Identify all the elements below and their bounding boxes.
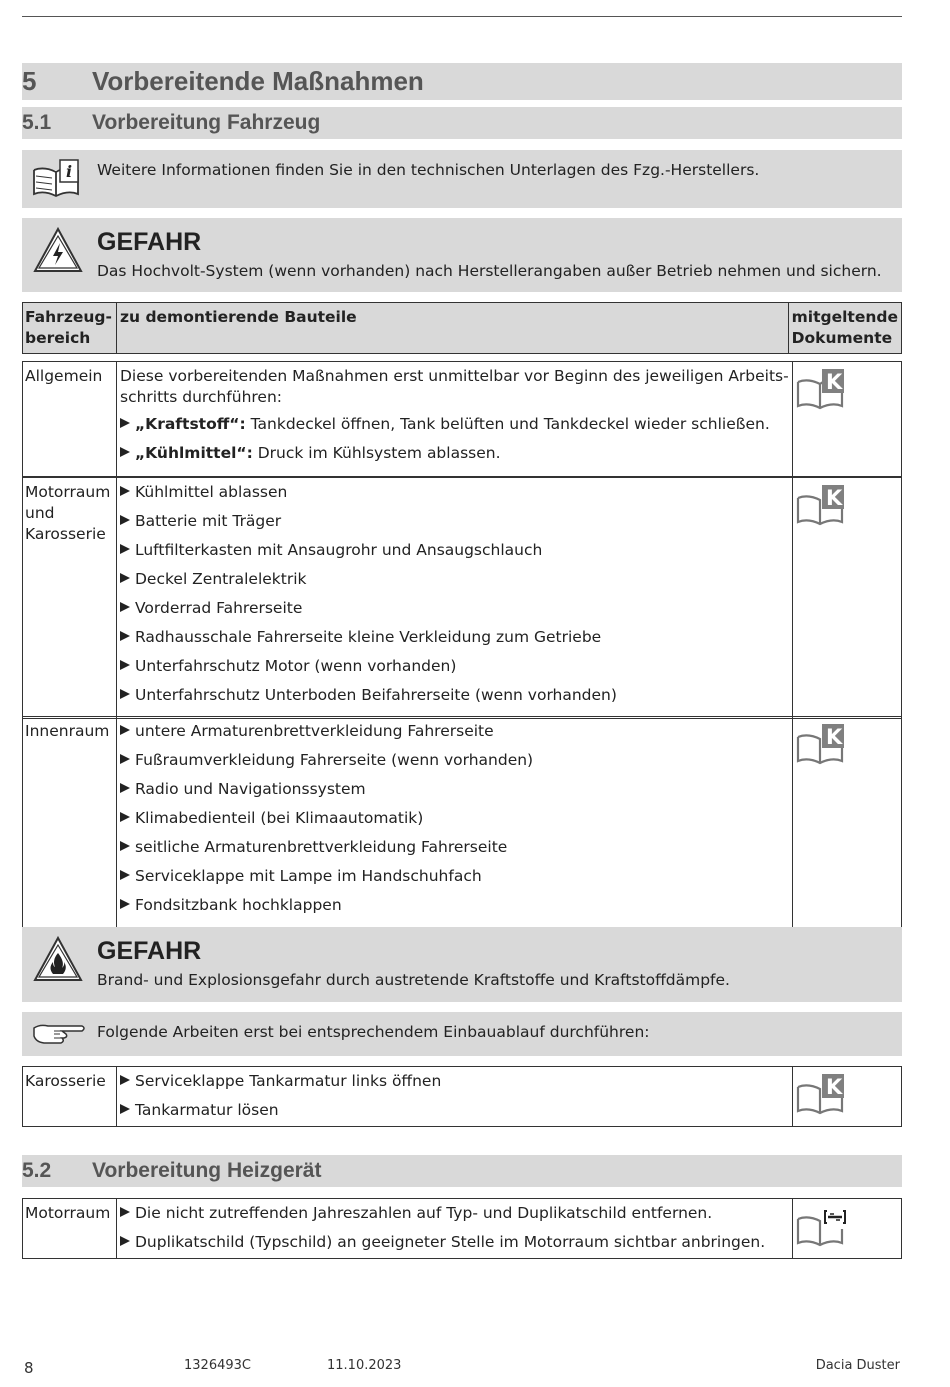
list-item: „Kühlmittel“: Druck im Kühlsystem ablassen.: [120, 443, 789, 472]
danger-box-fire: [22, 927, 902, 1002]
table-allgemein: [22, 361, 902, 477]
intro-text: Diese vorbereitenden Maßnahmen erst unmittelbar vor Beginn des jeweiligen Arbeits-schritts durchführen:: [120, 367, 789, 406]
bullet-triangle-icon: [120, 899, 130, 909]
bullet-triangle-icon: [120, 418, 130, 428]
parts-list: [117, 1067, 793, 1127]
subsection-heading-5-1: 5.1 Vorbereitung Fahrzeug: [22, 107, 902, 139]
svg-text:K: K: [826, 486, 843, 510]
list-item: seitliche Armaturenbrettverkleidung Fahrerseite: [120, 837, 789, 866]
list-item: Klimabedienteil (bei Klimaautomatik): [120, 808, 789, 837]
table-heizgeraet: [22, 1198, 902, 1259]
list-item: Luftfilterkasten mit Ansaugrohr und Ansaugschlauch: [120, 540, 789, 569]
book-plate-icon: [796, 1205, 850, 1247]
bullet-triangle-icon: [120, 1104, 130, 1114]
bullet-triangle-icon: [120, 486, 130, 496]
table-motorraum: [22, 477, 902, 719]
list-item: Vorderrad Fahrerseite: [120, 598, 789, 627]
danger-text: Brand- und Explosionsgefahr durch austretende Kraftstoffe und Kraftstoffdämpfe.: [97, 971, 730, 989]
bullet-triangle-icon: [120, 544, 130, 554]
pointing-hand-icon: [32, 1020, 88, 1048]
danger-box-high-voltage: [22, 218, 902, 292]
top-rule: [22, 16, 902, 17]
book-k-icon: [796, 723, 846, 765]
bullet-triangle-icon: [120, 631, 130, 641]
list-item: Kühlmittel ablassen: [120, 482, 789, 511]
list-item: Tankarmatur lösen: [120, 1100, 789, 1122]
bullet-triangle-icon: [120, 660, 130, 670]
area-cell: Motorraum: [23, 1199, 117, 1259]
document-date: 11.10.2023: [327, 1358, 402, 1373]
list-item: „Kraftstoff“: Tankdeckel öffnen, Tank belüften und Tankdeckel wieder schließen.: [120, 414, 789, 443]
svg-text:K: K: [826, 1075, 843, 1099]
list-item: Unterfahrschutz Motor (wenn vorhanden): [120, 656, 789, 685]
bullet-triangle-icon: [120, 447, 130, 457]
section-heading: 5 Vorbereitende Maßnahmen: [22, 63, 902, 100]
list-item: Die nicht zutreffenden Jahreszahlen auf Typ- und Duplikatschild entfernen.: [120, 1203, 789, 1232]
bullet-triangle-icon: [120, 812, 130, 822]
bullet-triangle-icon: [120, 515, 130, 525]
subsection-heading-5-2: 5.2 Vorbereitung Heizgerät: [22, 1155, 902, 1187]
vehicle-name: Dacia Duster: [815, 1358, 900, 1373]
book-k-icon: [796, 368, 846, 410]
bullet-triangle-icon: [120, 841, 130, 851]
book-k-icon: [796, 484, 846, 526]
col-header-documents: mitgeltende Dokumente: [788, 303, 901, 354]
area-cell: Karosserie: [23, 1067, 117, 1127]
list-item: Batterie mit Träger: [120, 511, 789, 540]
list-item: Fußraumverkleidung Fahrerseite (wenn vorhanden): [120, 750, 789, 779]
danger-text: Das Hochvolt-System (wenn vorhanden) nach Herstellerangaben außer Betrieb nehmen und sichern.: [97, 262, 882, 280]
bullet-triangle-icon: [120, 573, 130, 583]
list-item: Duplikatschild (Typschild) an geeigneter Stelle im Motorraum sichtbar anbringen.: [120, 1232, 789, 1254]
list-item: untere Armaturenbrettverkleidung Fahrerseite: [120, 721, 789, 750]
parts-table-header: [22, 302, 902, 354]
area-cell: Motorraum und Karosserie: [23, 478, 117, 719]
info-note: [22, 150, 902, 208]
bullet-triangle-icon: [120, 602, 130, 612]
danger-title: GEFAHR: [97, 937, 202, 965]
bullet-triangle-icon: [120, 1075, 130, 1085]
section-title: Vorbereitende Maßnahmen: [92, 66, 424, 96]
parts-list: [117, 478, 793, 719]
fire-warning-icon: [32, 935, 84, 983]
list-item: Serviceklappe Tankarmatur links öffnen: [120, 1071, 789, 1100]
list-item: Radhausschale Fahrerseite kleine Verkleidung zum Getriebe: [120, 627, 789, 656]
list-item: Fondsitzbank hochklappen: [120, 895, 789, 924]
list-item: Unterfahrschutz Unterboden Beifahrerseite (wenn vorhanden): [120, 685, 789, 714]
table-karosserie: [22, 1066, 902, 1127]
list-item: Radio und Navigationssystem: [120, 779, 789, 808]
page-number: 8: [24, 1359, 34, 1377]
bullet-triangle-icon: [120, 1207, 130, 1217]
table-innenraum: [22, 716, 902, 929]
bullet-triangle-icon: [120, 754, 130, 764]
svg-text:K: K: [826, 725, 843, 749]
subsection-title: Vorbereitung Fahrzeug: [92, 111, 321, 134]
subsection-title: Vorbereitung Heizgerät: [92, 1159, 322, 1182]
bullet-triangle-icon: [120, 870, 130, 880]
col-header-parts: zu demontierende Bauteile: [117, 303, 789, 354]
info-note-text: Weitere Informationen finden Sie in den technischen Unterlagen des Fzg.-Herstellers.: [97, 161, 760, 179]
bullet-triangle-icon: [120, 783, 130, 793]
col-header-area: Fahrzeug- bereich: [23, 303, 117, 354]
list-item: Deckel Zentralelektrik: [120, 569, 789, 598]
bullet-triangle-icon: [120, 725, 130, 735]
high-voltage-warning-icon: [32, 226, 84, 274]
bullet-triangle-icon: [120, 1236, 130, 1246]
bullet-triangle-icon: [120, 689, 130, 699]
danger-title: GEFAHR: [97, 228, 202, 256]
list-item: Serviceklappe mit Lampe im Handschuhfach: [120, 866, 789, 895]
area-cell: Innenraum: [23, 717, 117, 929]
hand-note: [22, 1012, 902, 1056]
book-k-icon: [796, 1073, 846, 1115]
area-cell: Allgemein: [23, 362, 117, 477]
hand-note-text: Folgende Arbeiten erst bei entsprechendem Einbauablauf durchführen:: [97, 1023, 650, 1041]
svg-text:i: i: [66, 162, 73, 181]
document-number: 1326493C: [184, 1358, 251, 1373]
parts-list: [117, 717, 793, 929]
svg-text:K: K: [826, 370, 843, 394]
book-info-icon: [30, 158, 82, 200]
parts-list: [117, 1199, 793, 1259]
